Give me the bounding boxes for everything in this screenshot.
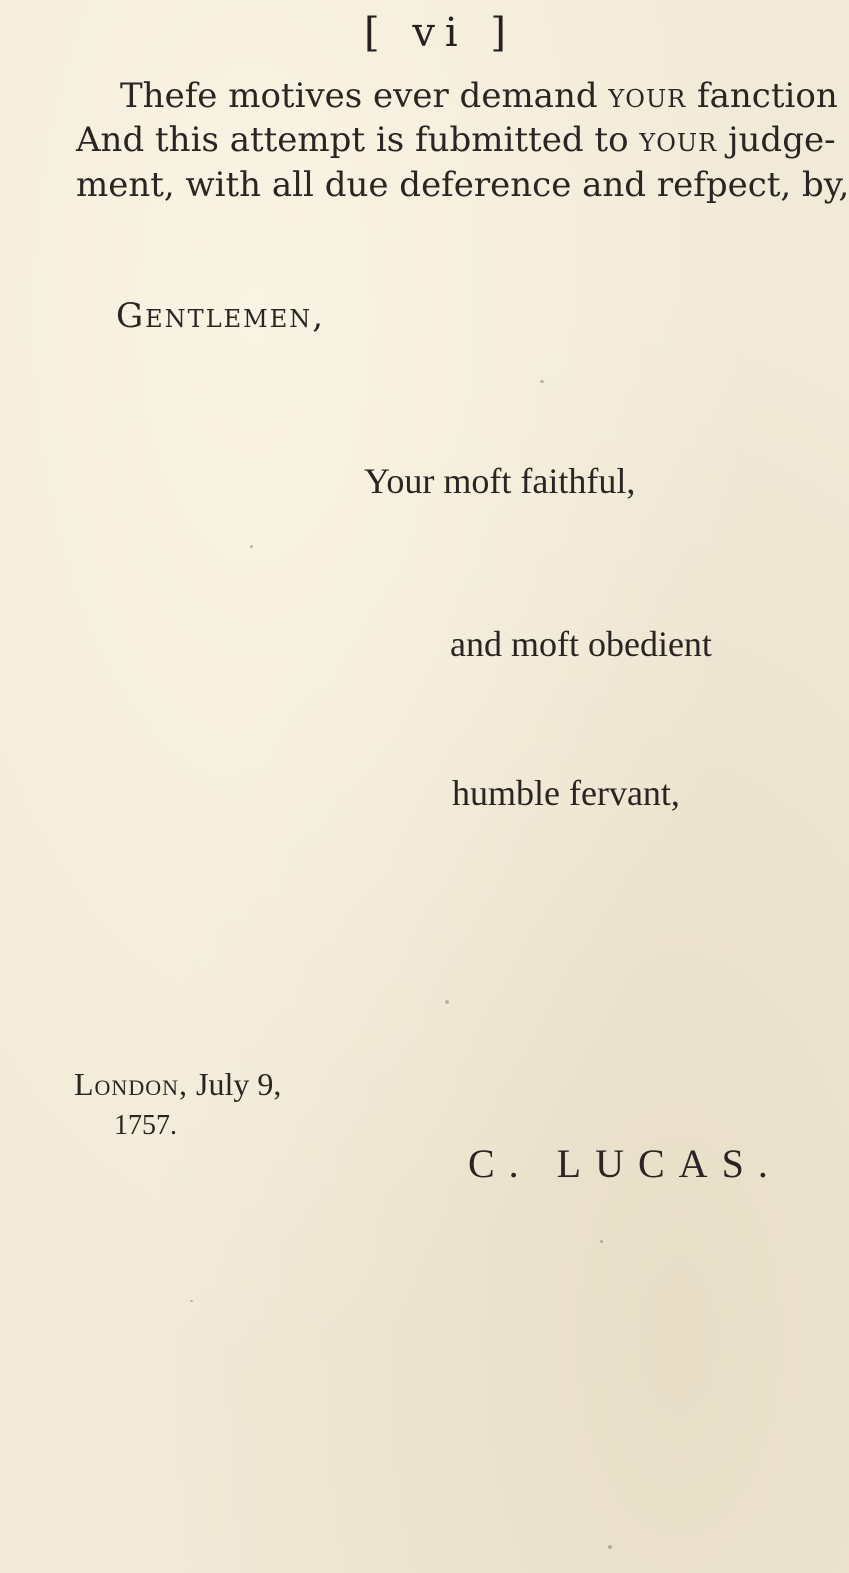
emphasis-your: your	[608, 76, 687, 116]
salutation: Gentlemen,	[116, 296, 326, 336]
place-date	[74, 1066, 281, 1103]
paper-speck	[190, 1300, 193, 1302]
body-line-2	[76, 120, 836, 160]
paper-speck	[445, 1000, 449, 1004]
closing-line-3: humble fervant,	[452, 773, 680, 813]
closing-line-1: Your moft faithful,	[364, 461, 636, 501]
paper-speck	[600, 1240, 603, 1243]
year: 1757.	[114, 1110, 177, 1141]
place: London,	[74, 1066, 188, 1102]
paper-speck	[540, 380, 544, 383]
emphasis-your: your	[639, 120, 718, 160]
body-line-3: ment, with all due deference and refpect, by,	[76, 165, 849, 205]
date: July 9,	[196, 1066, 282, 1102]
body-line-2-text: And this attempt is fubmitted to	[76, 120, 640, 160]
closing-line-2: and moft obedient	[450, 624, 712, 664]
body-line-2-end: judge-	[717, 120, 836, 160]
paper-speck	[608, 1545, 612, 1549]
body-line-1-end: fanction	[686, 76, 838, 116]
body-line-1-text: Thefe motives ever demand	[120, 76, 609, 116]
signature: C. LUCAS.	[468, 1141, 782, 1186]
paper-speck	[250, 545, 253, 548]
body-line-1	[120, 76, 838, 116]
page-number: [ vi ]	[364, 10, 517, 56]
